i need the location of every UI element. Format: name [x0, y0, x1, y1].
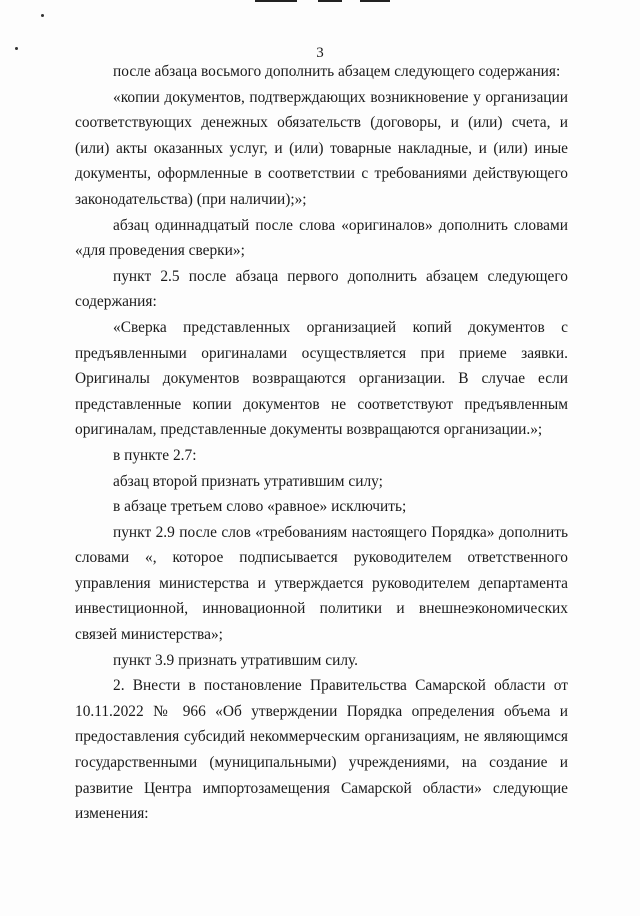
paragraph: пункт 2.9 после слов «требованиям настоящего Порядка» дополнить словами «, которое подписывается руководителем ответственного управления министерства и утверждается руководителем департамента инвестиционной, инновационной политики и внешнеэкономических связей министерства»; [75, 523, 568, 644]
scan-edge-mark [318, 0, 342, 2]
paragraph: «копии документов, подтверждающих возникновение у организации соответствующих денежных обязательств (договоры, и (или) счета, и (или) акты оказанных услуг, и (или) товарные накладные, и (или) иные документы, оформленные в соответствии с требованиями действующего законодательства) (при наличии);»; [75, 88, 568, 208]
paragraph: абзац одиннадцатый после слова «оригиналов» дополнить словами «для проведения сверки»; [75, 216, 568, 260]
scan-edge-mark [255, 0, 297, 2]
paragraph: 2. Внести в постановление Правительства Самарской области от 10.11.2022 № 966 «Об утверждении Порядка определения объема и предоставления субсидий некоммерческим организациям, не являющимся государственными (муниципальными) учреждениями, на создание и развитие Центра импортозамещения Самарской области» следующие изменения: [75, 677, 568, 823]
paragraph: в пункте 2.7: [113, 446, 197, 464]
paragraph: после абзаца восьмого дополнить абзацем следующего содержания: [113, 63, 561, 80]
scan-speck [41, 14, 44, 17]
paragraph: в абзаце третьем слово «равное» исключить; [113, 498, 407, 516]
scan-edge-mark [360, 0, 390, 2]
paragraph: «Сверка представленных организацией копий документов с предъявленными оригиналами осуществляется при приеме заявки. Оригиналы документов возвращаются организации. В случае если представленные копии документов не соответствуют предъявленным оригиналам, представленные документы возвращаются организации.»; [75, 318, 568, 439]
page-number: 3 [316, 45, 324, 61]
paragraph: пункт 2.5 после абзаца первого дополнить абзацем следующего содержания: [75, 267, 568, 311]
paragraph: абзац второй признать утратившим силу; [113, 472, 383, 490]
paragraph: пункт 3.9 признать утратившим силу. [113, 651, 359, 669]
document-body [75, 59, 568, 827]
